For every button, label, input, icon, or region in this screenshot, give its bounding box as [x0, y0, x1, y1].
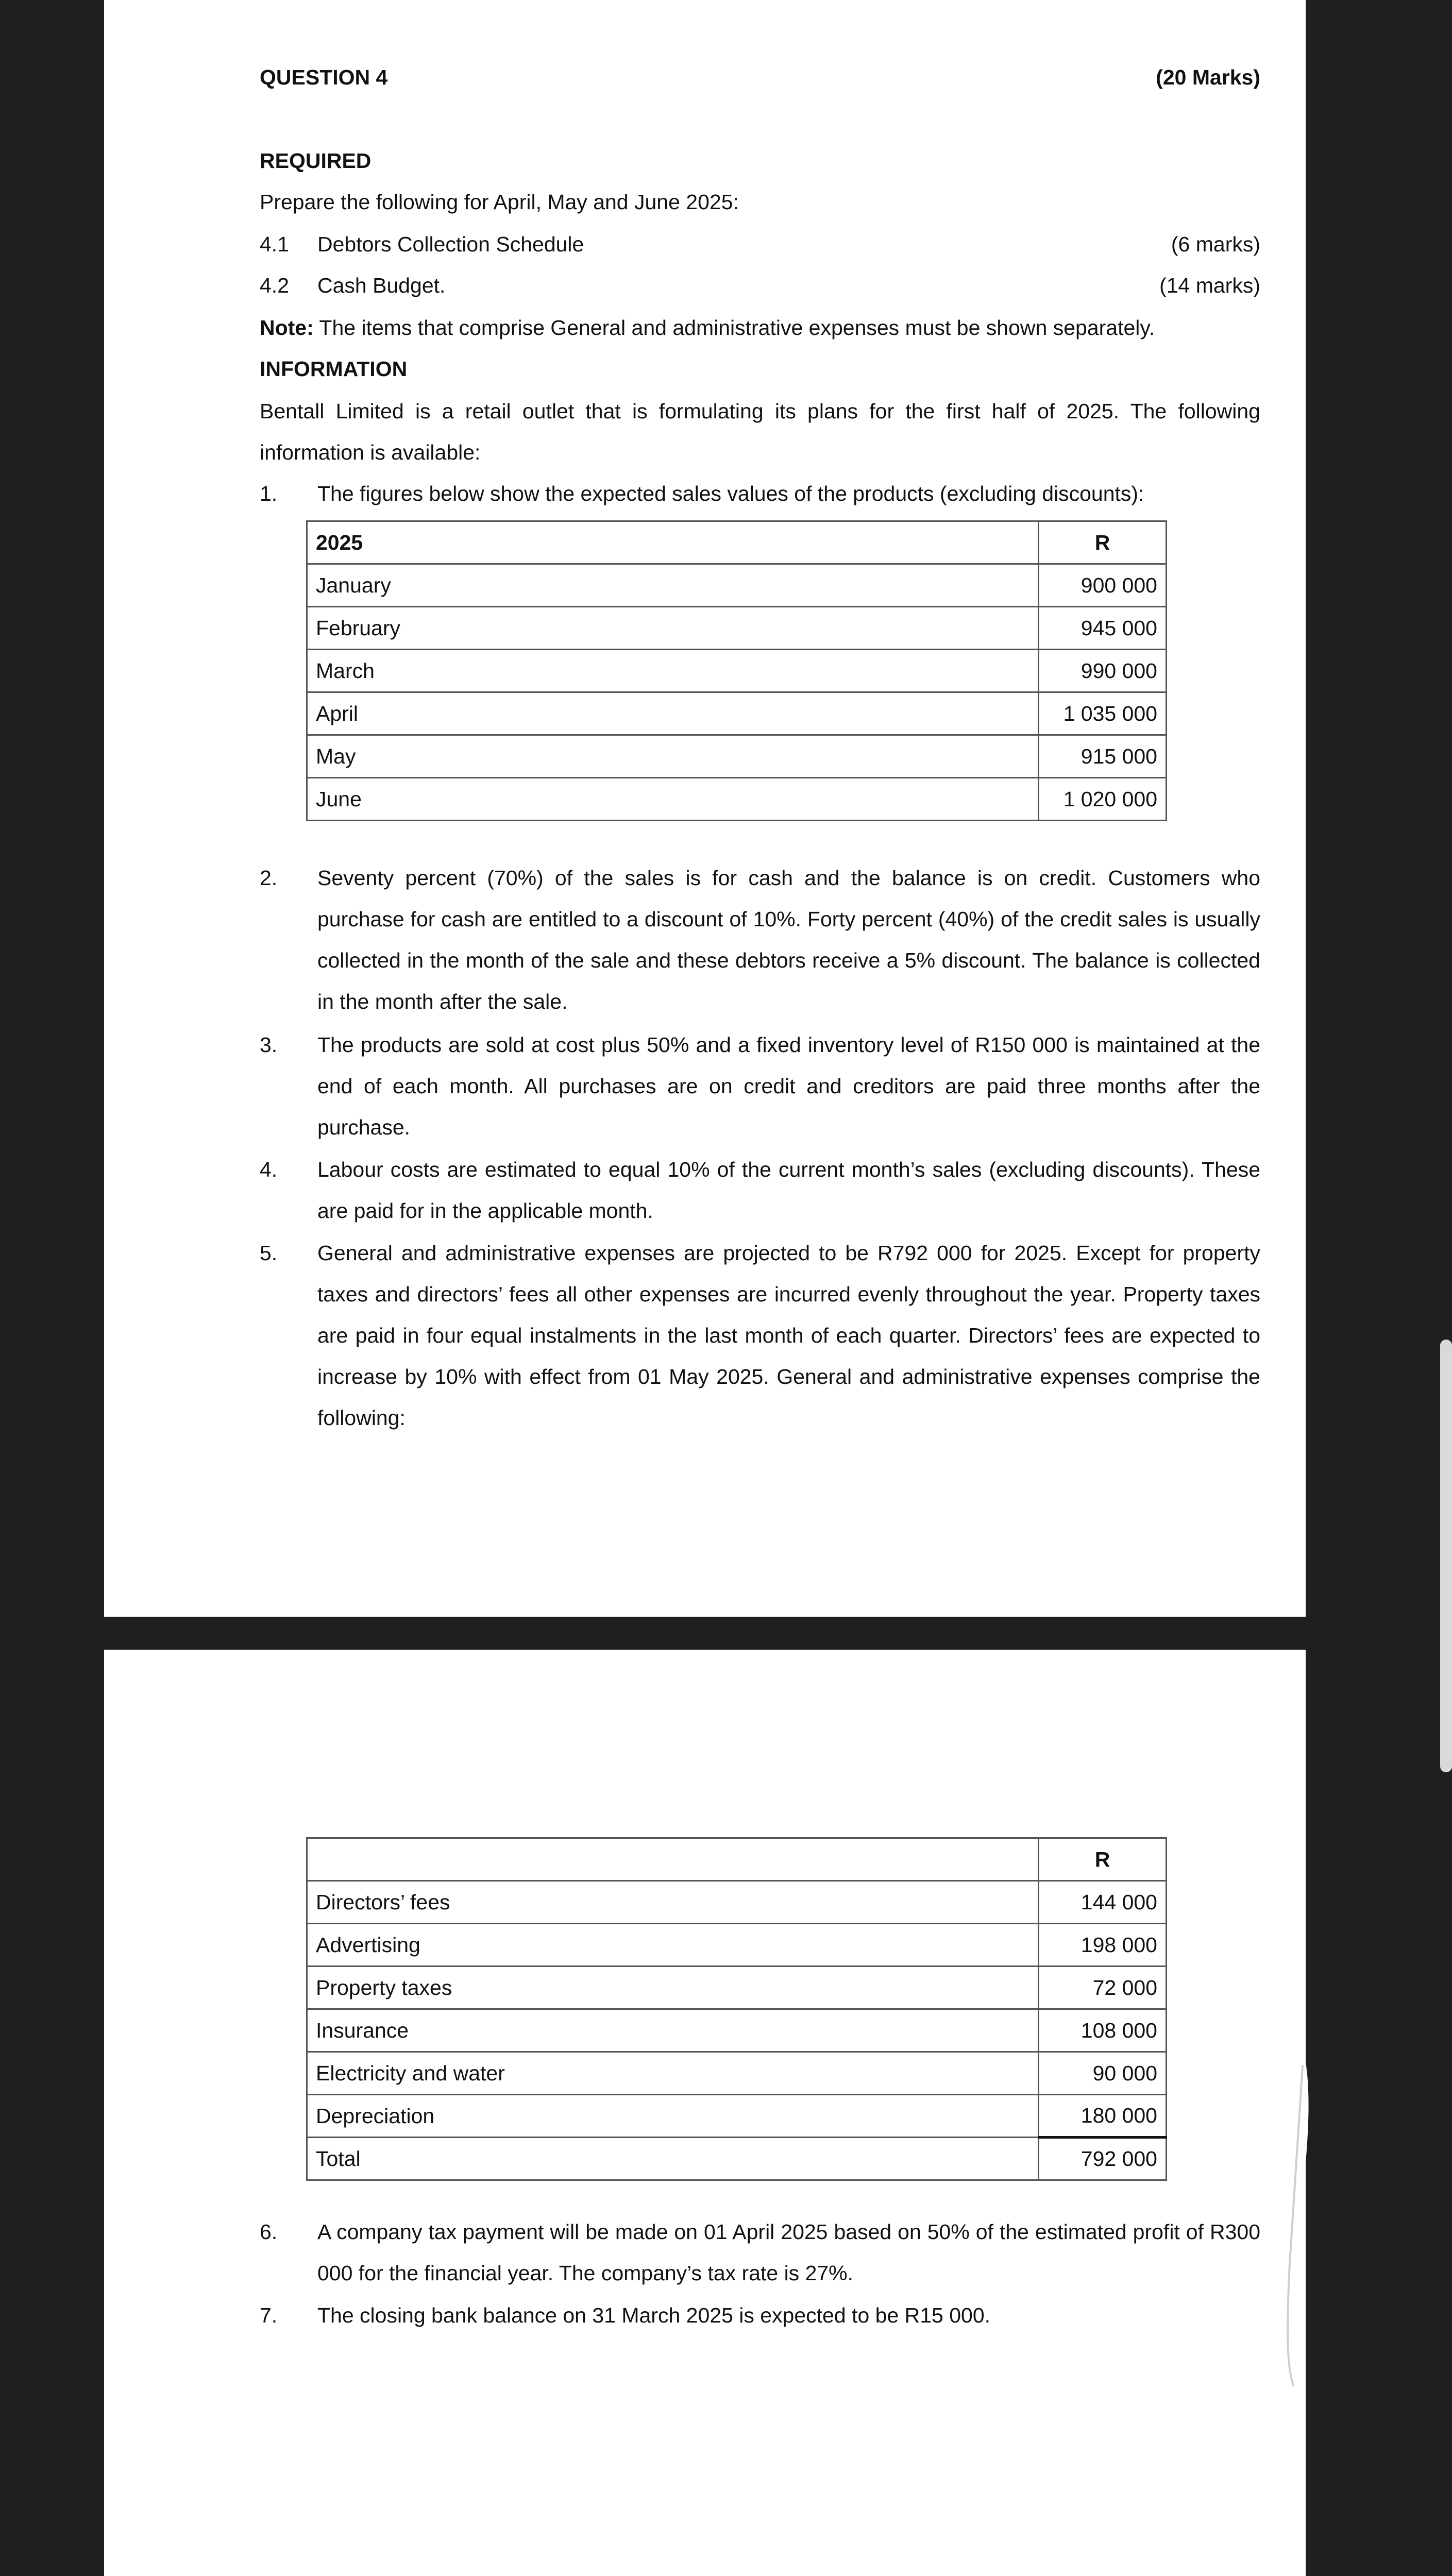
table-header-row [307, 1838, 1167, 1881]
table-cell-value: 180 000 [1039, 2095, 1167, 2138]
information-heading: INFORMATION [260, 357, 408, 381]
table-row [307, 650, 1167, 692]
table-cell-label: Property taxes [307, 1967, 1039, 2009]
table-cell-value: 900 000 [1039, 564, 1167, 607]
table-cell-label: Electricity and water [307, 2052, 1039, 2095]
required-item-marks: (6 marks) [1171, 232, 1260, 256]
point-number: 1. [260, 482, 278, 505]
note-label: Note: [260, 316, 314, 340]
point-text: Labour costs are estimated to equal 10% of the current month’s sales (excluding discounts). These are paid for in the applicable month. [317, 1158, 1260, 1223]
note [260, 315, 1155, 341]
table-cell-label: May [307, 735, 1039, 778]
table-cell-value: 198 000 [1039, 1924, 1167, 1967]
table-row [307, 1924, 1167, 1967]
table-row [307, 607, 1167, 650]
information-intro: Bentall Limited is a retail outlet that is formulating its plans for the first half of 2025. The following information is available: [260, 399, 1260, 464]
table-row [307, 778, 1167, 821]
required-item-number: 4.2 [260, 274, 289, 297]
scrollbar-thumb[interactable] [1440, 1340, 1452, 1772]
table-header-row [307, 521, 1167, 564]
point-text: Seventy percent (70%) of the sales is for cash and the balance is on credit. Customers who purchase for cash are entitled to a discount of 10%. Forty percent (40%) of the credit sales is usually collected in the month of the sale and these debtors receive a 5% discount. The balance is collected in the month after the sale. [317, 866, 1260, 1013]
table-header-value: R [1039, 1838, 1167, 1881]
sales-table [306, 520, 1167, 821]
table-cell-value: 1 020 000 [1039, 778, 1167, 821]
table-cell-label: June [307, 778, 1039, 821]
point-text: General and administrative expenses are projected to be R792 000 for 2025. Except for property taxes and directors’ fees all other expenses are incurred evenly throughout the year. Property taxes are paid in four equal instalments in the last month of each quarter. Directors’ fees are expected to increase by 10% with effect from 01 May 2025. General and administrative expenses comprise the following: [317, 1241, 1260, 1430]
table-cell-value: 72 000 [1039, 1967, 1167, 2009]
table-cell-label: January [307, 564, 1039, 607]
question-marks: (20 Marks) [1156, 65, 1260, 89]
table-cell-label: February [307, 607, 1039, 650]
point-text: The products are sold at cost plus 50% and a fixed inventory level of R150 000 is maintained at the end of each month. All purchases are on credit and creditors are paid three months after the purchase. [317, 1033, 1260, 1139]
required-intro: Prepare the following for April, May and June 2025: [260, 190, 739, 214]
table-row [307, 564, 1167, 607]
point-text: The figures below show the expected sales values of the products (excluding discounts): [317, 482, 1144, 505]
required-item-marks: (14 marks) [1159, 274, 1260, 297]
table-cell-value: 108 000 [1039, 2009, 1167, 2052]
table-row [307, 692, 1167, 735]
question-title: QUESTION 4 [260, 65, 388, 89]
table-header-value: R [1039, 521, 1167, 564]
table-cell-value: 945 000 [1039, 607, 1167, 650]
document-page-2 [104, 1650, 1306, 2576]
table-cell-label: April [307, 692, 1039, 735]
note-text: The items that comprise General and administrative expenses must be shown separately. [319, 316, 1155, 340]
table-total-row [307, 2138, 1167, 2180]
point-text: The closing bank balance on 31 March 2025 is expected to be R15 000. [317, 2303, 991, 2327]
table-row [307, 2009, 1167, 2052]
point-number: 2. [260, 866, 278, 890]
table-row [307, 735, 1167, 778]
point-number: 3. [260, 1033, 278, 1057]
point-number: 4. [260, 1158, 278, 1181]
required-item-label: Cash Budget. [317, 274, 446, 297]
table-cell-label: Insurance [307, 2009, 1039, 2052]
table-header-label [307, 1838, 1039, 1881]
table-total-label: Total [307, 2138, 1039, 2180]
table-header-label: 2025 [307, 521, 1039, 564]
point-number: 5. [260, 1241, 278, 1265]
pen-stroke-mark [1278, 2056, 1314, 2396]
table-cell-label: Directors’ fees [307, 1881, 1039, 1924]
table-cell-value: 144 000 [1039, 1881, 1167, 1924]
table-cell-label: Depreciation [307, 2095, 1039, 2138]
table-row [307, 1881, 1167, 1924]
expenses-table [306, 1837, 1167, 2181]
point-number: 7. [260, 2303, 278, 2327]
table-row [307, 1967, 1167, 2009]
required-item-label: Debtors Collection Schedule [317, 232, 584, 256]
required-heading: REQUIRED [260, 149, 372, 173]
table-row [307, 2095, 1167, 2138]
table-cell-value: 915 000 [1039, 735, 1167, 778]
table-row [307, 2052, 1167, 2095]
table-total-value: 792 000 [1039, 2138, 1167, 2180]
table-cell-value: 1 035 000 [1039, 692, 1167, 735]
table-cell-value: 90 000 [1039, 2052, 1167, 2095]
table-cell-value: 990 000 [1039, 650, 1167, 692]
document-page-1 [104, 0, 1306, 1617]
table-cell-label: Advertising [307, 1924, 1039, 1967]
point-number: 6. [260, 2220, 278, 2244]
required-item-number: 4.1 [260, 232, 289, 256]
point-text: A company tax payment will be made on 01 April 2025 based on 50% of the estimated profit of R300 000 for the financial year. The company’s tax rate is 27%. [317, 2220, 1260, 2285]
table-cell-label: March [307, 650, 1039, 692]
